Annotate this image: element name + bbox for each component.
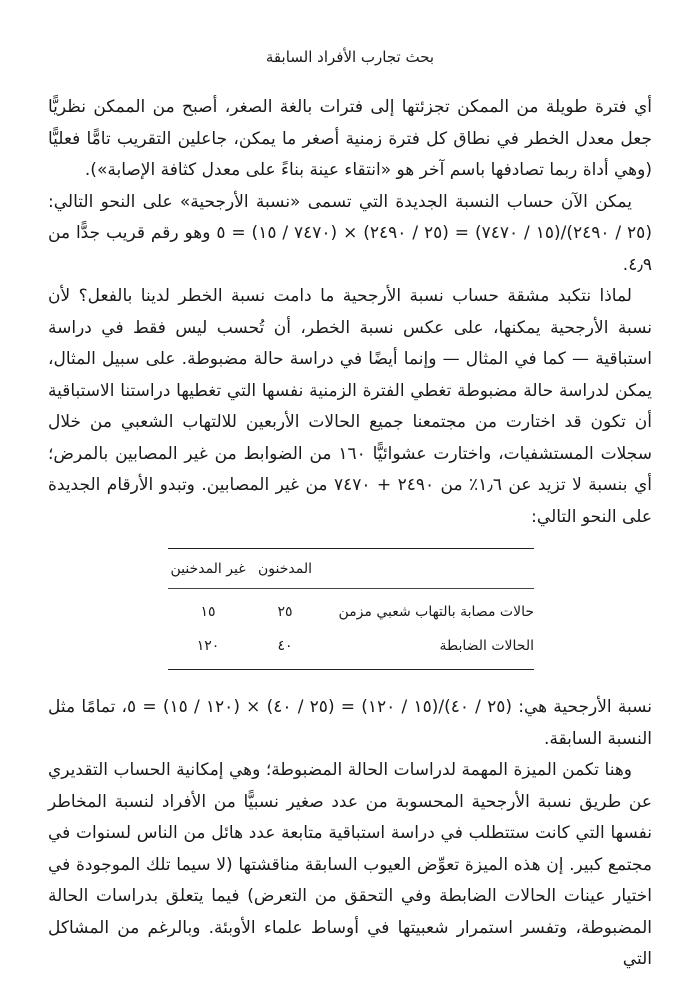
- paragraph-case-control-advantage: وهنا تكمن الميزة المهمة لدراسات الحالة المضبوطة؛ وهي إمكانية الحساب التقديري عن طريق نسبة الأرجحية المحسوبة من عدد صغير نسبيًّا من الأفراد لنسبة المخاطر نفسها التي كانت ستتطلب في دراسة استباقية متابعة عدد هائل من الناس لسنوات في مجتمع كبير. إن هذه الميزة تعوِّض العيوب السابقة مناقشتها (لا سيما تلك الموجودة في اختيار عينات الحالات الضابطة وفي التحقق من التعرض) فيما يتعلق بدراسات الحالة المضبوطة، وتفسر استمرار شعبيتها في أوساط علماء الأوبئة. وبالرغم من المشاكل التي: [48, 760, 652, 969]
- running-header: بحث تجارب الأفراد السابقة: [265, 48, 435, 66]
- table-row: [168, 595, 534, 629]
- cell-smokers: ٤٠: [277, 638, 293, 654]
- row-label: حالات مصابة بالتهاب شعبي مزمن: [338, 604, 534, 620]
- case-control-table: [168, 548, 534, 670]
- paragraph-odds-ratio-calc: يمكن الآن حساب النسبة الجديدة التي تسمى «نسبة الأرجحية» على النحو التالي: (٢٥ / ٢٤٩٠)/(١٥ / ٧٤٧٠) = (٢٥ / ٢٤٩٠) × (٧٤٧٠ / ١٥) = ٥ وهو رقم قريب جدًّا من ٤٫٩.: [48, 191, 652, 275]
- paragraph-why-odds-ratio: لماذا نتكبد مشقة حساب نسبة الأرجحية ما دامت نسبة الخطر لدينا بالفعل؟ لأن نسبة الأرجحية يمكنها، على عكس نسبة الخطر، أن تُحسب ليس فقط في دراسة استباقية — كما في المثال — وإنما أيضًا في دراسة حالة مضبوطة. على سبيل المثال، يمكن لدراسة حالة مضبوطة تغطي الفترة الزمنية نفسها التي تغطيها دراستنا الاستباقية أن تكون قد اختارت من مجتمعنا جميع الحالات الأربعين للالتهاب الشعبي من خلال سجلات المستشفيات، واختارت عشوائيًّا ١٦٠ من الضوابط من غير المصابين بالمرض؛ أي بنسبة لا تزيد عن ١٫٦٪ من ٢٤٩٠ + ٧٤٧٠ من غير المصابين. وتبدو الأرقام الجديدة على النحو التالي:: [48, 286, 652, 527]
- body-text-bottom: [48, 692, 652, 976]
- paragraph-odds-ratio-result: نسبة الأرجحية هي: (٢٥ / ٤٠)/(١٥ / ١٢٠) = (٢٥ / ٤٠) × (١٢٠ / ١٥) = ٥، تمامًا مثل النسبة السابقة.: [48, 697, 653, 749]
- row-label: الحالات الضابطة: [439, 638, 534, 654]
- table-header-row: [168, 549, 534, 589]
- table-header-nonsmokers: غير المدخنين: [170, 560, 246, 577]
- cell-smokers: ٢٥: [277, 604, 293, 620]
- paragraph-continuation: أي فترة طويلة من الممكن تجزئتها إلى فترات بالغة الصغر، أصبح من الممكن نظريًّا جعل معدل الخطر في نطاق كل فترة زمنية أصغر ما يمكن، جاعلين التقريب تامًّا فعليًّا (وهي أداة ربما تصادفها باسم آخر هو «انتقاء عينة بناءً على معدل كثافة الإصابة»).: [48, 97, 652, 180]
- body-text-top: [48, 92, 652, 533]
- table-header-smokers: المدخنون: [258, 560, 312, 577]
- table-row: [168, 629, 534, 663]
- cell-nonsmokers: ١٥: [200, 604, 216, 620]
- cell-nonsmokers: ١٢٠: [196, 638, 220, 654]
